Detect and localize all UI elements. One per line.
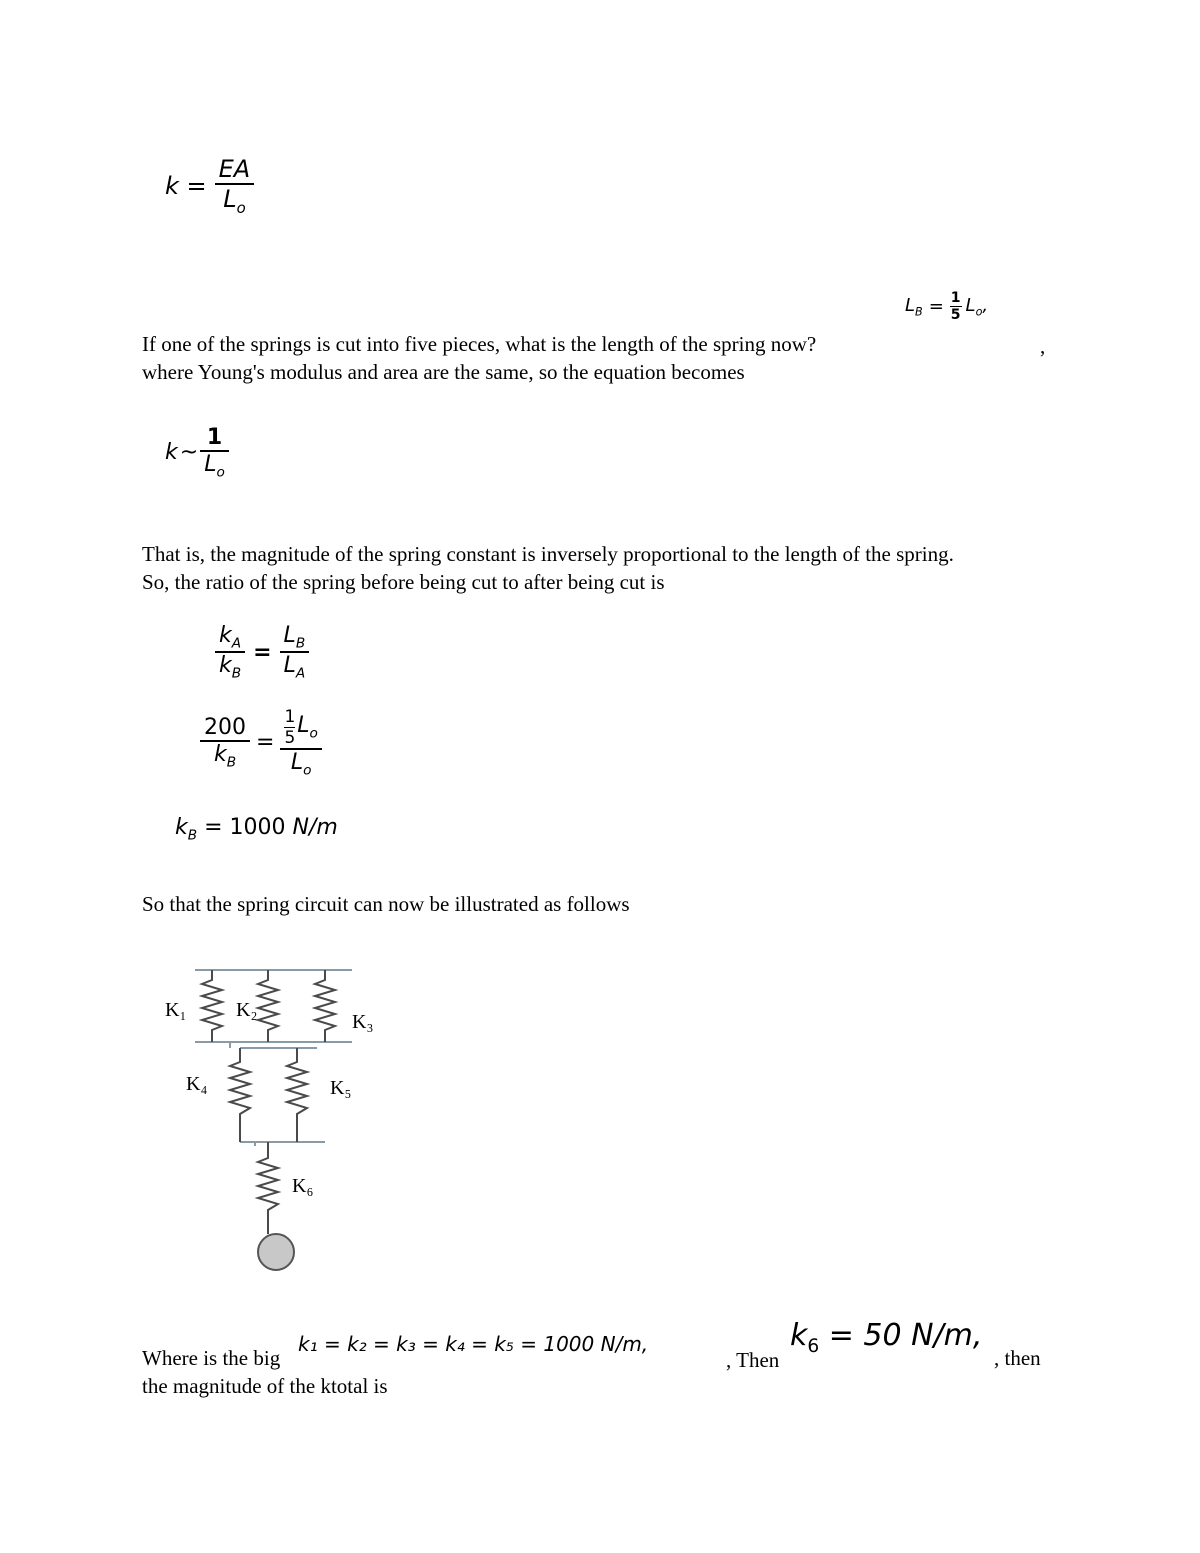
kB: k bbox=[213, 742, 227, 767]
kb-unit: N/m bbox=[292, 815, 338, 840]
k6-sub: 6 bbox=[807, 1336, 820, 1357]
L2-sub: o bbox=[303, 762, 312, 779]
inner-num: 1 bbox=[284, 707, 296, 727]
paragraph-where-youngs: where Young's modulus and area are the same, so the equation becomes bbox=[142, 360, 745, 384]
eq-200-right-num bbox=[280, 707, 321, 748]
spring-k4 bbox=[230, 1048, 250, 1142]
equation-k1-k5: k₁ = k₂ = k₃ = k₄ = k₅ = 1000 N/m, bbox=[298, 1332, 649, 1356]
eq-prop-num: 1 bbox=[206, 425, 223, 450]
inner-den: 5 bbox=[284, 728, 296, 748]
paragraph-ktotal: the magnitude of the ktotal is bbox=[142, 1374, 388, 1398]
spring-k3 bbox=[315, 970, 335, 1042]
ratio-kB bbox=[215, 653, 245, 681]
lb-num: 1 bbox=[950, 290, 961, 306]
eq-lb-equals: = bbox=[928, 296, 944, 317]
ratio-kA bbox=[215, 623, 245, 651]
paragraph-comma: , bbox=[1040, 334, 1046, 358]
ratio-LB bbox=[280, 623, 310, 651]
LB: L bbox=[283, 623, 296, 648]
eq-prop-tilde: ~ bbox=[179, 440, 199, 466]
kB: k bbox=[219, 653, 232, 679]
eq-lb-L bbox=[905, 295, 923, 319]
label-k3: K₃ bbox=[352, 1011, 374, 1033]
label-k4: K₄ bbox=[186, 1073, 208, 1095]
spring-k2 bbox=[258, 970, 278, 1042]
eq-prop-fraction bbox=[200, 425, 229, 480]
spring-circuit-diagram bbox=[160, 958, 420, 1278]
eq-k-numerator: EA bbox=[218, 155, 251, 183]
equation-ratio bbox=[215, 623, 309, 682]
equation-k-ea-over-lo bbox=[165, 155, 254, 217]
lb-tail: , bbox=[982, 294, 989, 316]
paragraph-spring-circuit: So that the spring circuit can now be illustrated as follows bbox=[142, 892, 630, 916]
kB-sub: B bbox=[226, 754, 237, 771]
eq-200-right bbox=[280, 707, 321, 778]
eq-lb-fraction bbox=[950, 290, 962, 323]
spring-k5 bbox=[287, 1048, 307, 1142]
den-L: L bbox=[204, 452, 217, 477]
eq-k-denominator bbox=[219, 185, 249, 217]
text-then-2: , then bbox=[994, 1346, 1041, 1370]
equation-kb-result bbox=[175, 815, 338, 843]
spring-k6 bbox=[258, 1142, 278, 1234]
eq-ratio-right bbox=[280, 623, 310, 682]
eq-200-inner-frac bbox=[284, 707, 295, 748]
equation-lb bbox=[905, 290, 988, 323]
lb-L: L bbox=[905, 294, 916, 316]
lb-sub: B bbox=[915, 305, 923, 319]
eq-200-equals: = bbox=[256, 730, 275, 756]
lb-den: 5 bbox=[950, 307, 961, 323]
text-then-1: , Then bbox=[726, 1348, 780, 1372]
paragraph-where-big: Where is the big bbox=[142, 1346, 281, 1370]
den-L: L bbox=[223, 185, 237, 213]
eq-200-Lo-bottom bbox=[287, 750, 316, 778]
kb-k bbox=[175, 815, 198, 844]
eq-ratio-equals: = bbox=[253, 639, 272, 665]
frame-lines bbox=[195, 970, 352, 1154]
LA-sub: A bbox=[295, 665, 306, 682]
eq-lb-Lo bbox=[966, 295, 989, 319]
lb-L2: L bbox=[965, 294, 976, 316]
paragraph-question: If one of the springs is cut into five pieces, what is the length of the spring now? bbox=[142, 332, 817, 356]
spring-k1 bbox=[202, 970, 222, 1042]
L-sub: o bbox=[309, 725, 318, 742]
eq-200-num: 200 bbox=[204, 715, 246, 740]
k6-k: k bbox=[790, 1318, 808, 1353]
eq-prop-den bbox=[200, 452, 229, 480]
label-k6: K₆ bbox=[292, 1175, 314, 1197]
eq-200-Lo-top bbox=[297, 713, 318, 741]
L2: L bbox=[290, 750, 304, 775]
kA: k bbox=[219, 623, 232, 648]
den-sub: o bbox=[216, 464, 225, 481]
eq-ratio-left bbox=[215, 623, 245, 682]
kb-rest: = 1000 bbox=[204, 815, 286, 840]
ratio-LA bbox=[280, 653, 310, 681]
kA-sub: A bbox=[231, 635, 242, 652]
label-k5: K₅ bbox=[330, 1077, 352, 1099]
hanging-mass bbox=[258, 1234, 294, 1270]
eq-k-fraction bbox=[215, 155, 255, 217]
k6-rest: = 50 N/m, bbox=[819, 1318, 983, 1353]
k-sub: B bbox=[187, 827, 198, 844]
equation-k6 bbox=[790, 1318, 982, 1357]
label-k2: K₂ bbox=[236, 999, 258, 1021]
lb-sub-o: o bbox=[975, 305, 983, 319]
equation-k-proportional bbox=[165, 425, 229, 480]
equation-200-over-kb bbox=[200, 707, 322, 778]
eq-k-lhs: k = bbox=[165, 171, 207, 200]
eq-200-left bbox=[200, 715, 250, 770]
label-k1: K₁ bbox=[165, 999, 187, 1021]
den-sub: o bbox=[236, 198, 246, 217]
L: L bbox=[297, 713, 310, 739]
LB-sub: B bbox=[295, 635, 306, 652]
LA: L bbox=[283, 653, 296, 679]
k: k bbox=[175, 815, 188, 840]
kB-sub: B bbox=[231, 665, 242, 682]
paragraph-ratio: So, the ratio of the spring before being cut to after being cut is bbox=[142, 570, 665, 594]
eq-prop-k: k bbox=[165, 440, 178, 466]
eq-200-kB bbox=[210, 742, 240, 770]
paragraph-inversely: That is, the magnitude of the spring constant is inversely proportional to the length of the spring. bbox=[142, 542, 954, 566]
